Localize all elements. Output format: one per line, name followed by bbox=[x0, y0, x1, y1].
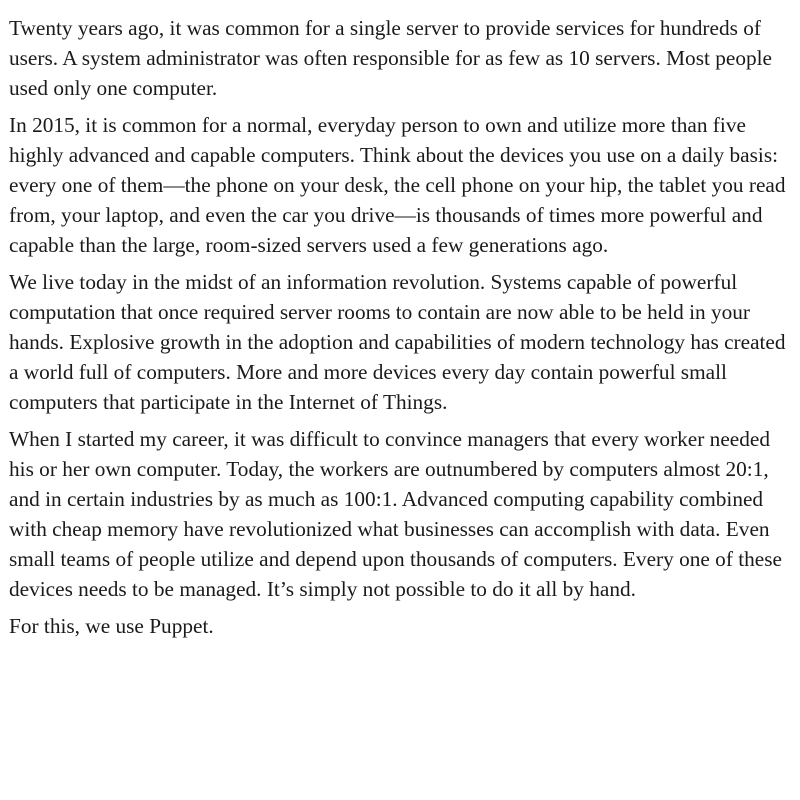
paragraph-1: Twenty years ago, it was common for a single server to provide services for hundreds of users. A system administrator was often responsible for as few as 10 servers. Most people used only one computer. bbox=[9, 16, 772, 100]
document-body bbox=[9, 13, 793, 648]
paragraph-5: For this, we use Puppet. bbox=[9, 614, 214, 638]
paragraph-2: In 2015, it is common for a normal, everyday person to own and utilize more than five highly advanced and capable computers. Think about the devices you use on a daily basis: every one of them—the phone on your desk, the cell phone on your hip, the tablet you read from, your laptop, and even the car you drive—is thousands of times more powerful and capable than the large, room-sized servers used a few generations ago. bbox=[9, 113, 786, 257]
paragraph-3: We live today in the midst of an information revolution. Systems capable of powerful computation that once required server rooms to contain are now able to be held in your hands. Explosive growth in the adoption and capabilities of modern technology has created a world full of computers. More and more devices every day contain powerful small computers that participate in the Internet of Things. bbox=[9, 270, 786, 414]
paragraph-4: When I started my career, it was difficult to convince managers that every worker needed his or her own computer. Today, the workers are outnumbered by computers almost 20:1, and in certain industries by as much as 100:1. Advanced computing capability combined with cheap memory have revolutionized what businesses can accomplish with data. Even small teams of people utilize and depend upon thousands of computers. Every one of these devices needs to be managed. It’s simply not possible to do it all by hand. bbox=[9, 427, 782, 601]
